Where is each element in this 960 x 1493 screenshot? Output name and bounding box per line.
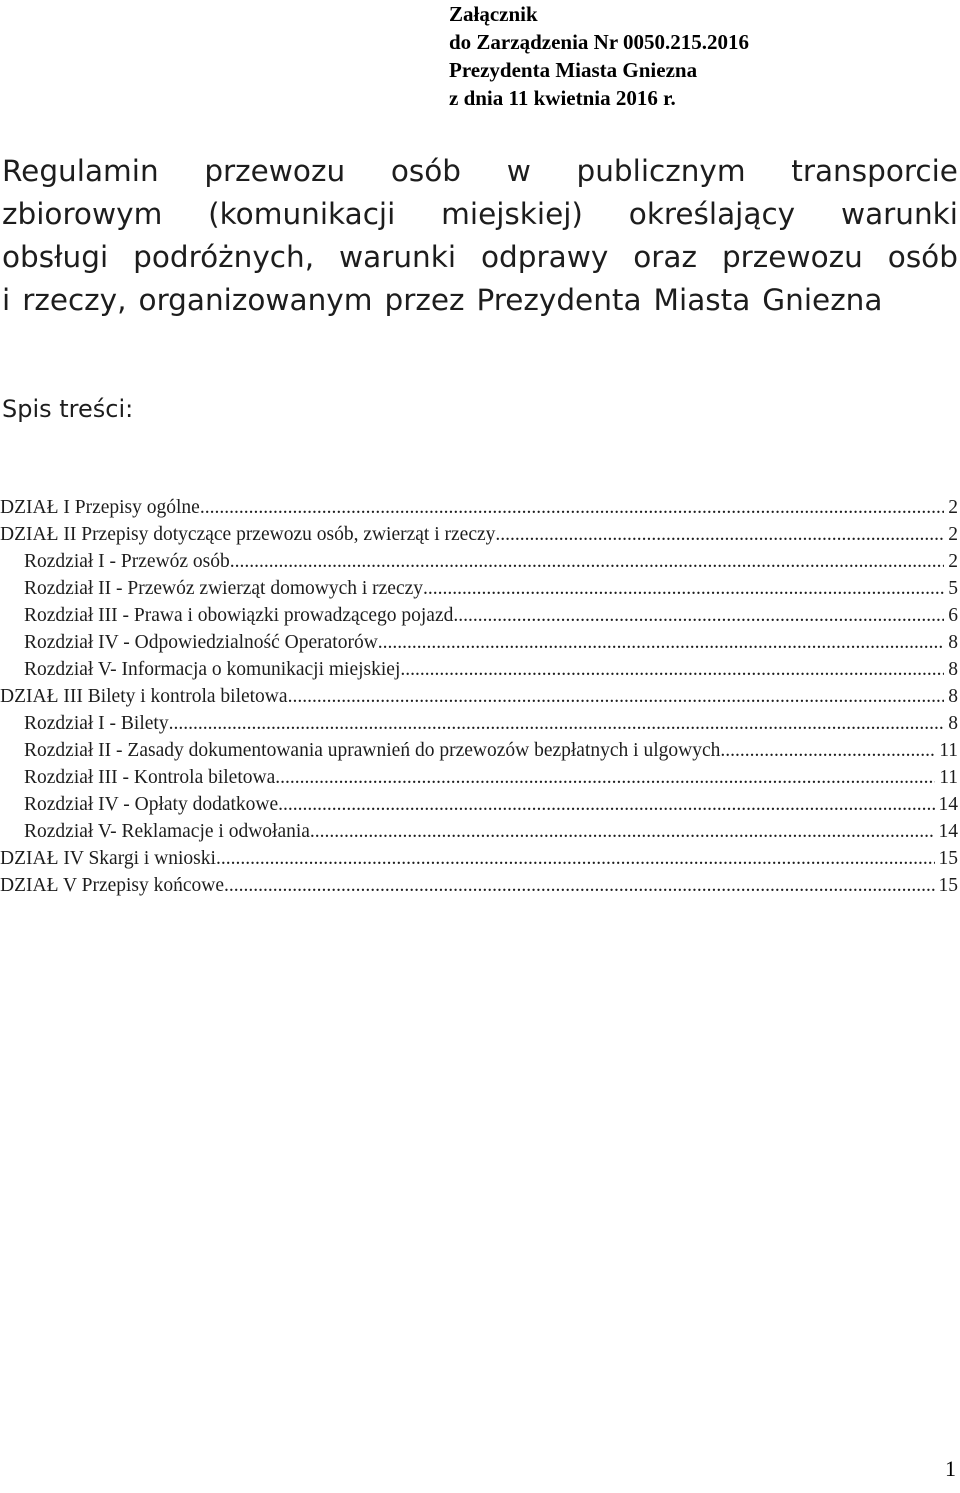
toc-entry[interactable] bbox=[0, 494, 958, 521]
title-word: (komunikacji bbox=[208, 197, 396, 231]
toc-entry-label: Rozdział I - Bilety bbox=[24, 713, 169, 734]
toc-leader bbox=[275, 764, 935, 791]
title-word: przewozu bbox=[204, 154, 346, 188]
title-word: zbiorowym bbox=[2, 197, 163, 231]
toc-entry-label: Rozdział IV - Opłaty dodatkowe bbox=[24, 794, 279, 815]
title-word: określający bbox=[628, 197, 796, 231]
attachment-date: z dnia 11 kwietnia 2016 r. bbox=[449, 86, 676, 110]
toc-leader bbox=[453, 602, 944, 629]
toc-entry-label: Rozdział V- Reklamacje i odwołania bbox=[24, 821, 310, 842]
title-word: publicznym bbox=[576, 154, 746, 188]
toc-entry-label: DZIAŁ II Przepisy dotyczące przewozu osób, zwierząt i rzeczy bbox=[0, 524, 496, 545]
toc-entry-label: Rozdział III - Prawa i obowiązki prowadzącego pojazd bbox=[24, 605, 454, 626]
title-word: Prezydenta bbox=[476, 283, 642, 317]
toc-leader bbox=[378, 629, 944, 656]
toc-entry[interactable] bbox=[0, 791, 958, 818]
toc-entry[interactable] bbox=[0, 710, 958, 737]
toc-entry-page: 11 bbox=[939, 740, 958, 761]
toc-entry-label: DZIAŁ IV Skargi i wnioski bbox=[0, 848, 216, 869]
toc-entry-page: 14 bbox=[938, 794, 958, 815]
toc-leader bbox=[169, 710, 945, 737]
toc-entry[interactable] bbox=[0, 629, 958, 656]
title-word: i bbox=[2, 283, 11, 317]
toc-entry-label: DZIAŁ III Bilety i kontrola biletowa bbox=[0, 686, 288, 707]
toc-leader bbox=[495, 521, 944, 548]
toc-entry-page: 14 bbox=[938, 821, 958, 842]
title-word: transporcie bbox=[791, 154, 958, 188]
title-word: oraz bbox=[633, 240, 697, 274]
title-line-3 bbox=[2, 236, 958, 279]
toc-entry-page: 2 bbox=[948, 524, 958, 545]
title-word: warunki bbox=[339, 240, 457, 274]
toc-entry-page: 2 bbox=[948, 551, 958, 572]
attachment-ordinance: do Zarządzenia Nr 0050.215.2016 bbox=[449, 30, 750, 54]
toc-leader bbox=[278, 791, 934, 818]
title-word: Gniezna bbox=[762, 283, 883, 317]
title-word: osób bbox=[390, 154, 462, 188]
toc-entry[interactable] bbox=[0, 575, 958, 602]
toc-entry[interactable] bbox=[0, 818, 958, 845]
table-of-contents bbox=[0, 494, 958, 899]
toc-leader bbox=[720, 737, 935, 764]
toc-entry-page: 2 bbox=[948, 497, 958, 518]
title-line-2 bbox=[2, 193, 958, 236]
toc-entry-label: Rozdział II - Zasady dokumentowania uprawnień do przewozów bezpłatnych i ulgowych bbox=[24, 740, 721, 761]
toc-entry-label: Rozdział I - Przewóz osób bbox=[24, 551, 230, 572]
toc-entry[interactable] bbox=[0, 548, 958, 575]
toc-entry-page: 15 bbox=[938, 875, 958, 896]
title-word: w bbox=[506, 154, 531, 188]
toc-leader bbox=[423, 575, 944, 602]
toc-leader bbox=[224, 872, 934, 899]
title-word: miejskiej) bbox=[441, 197, 583, 231]
toc-entry-label: Rozdział IV - Odpowiedzialność Operatorów bbox=[24, 632, 378, 653]
toc-entry-label: Rozdział V- Informacja o komunikacji miejskiej bbox=[24, 659, 401, 680]
title-word: osób bbox=[887, 240, 958, 274]
toc-entry[interactable] bbox=[0, 521, 958, 548]
page-number: 1 bbox=[945, 1456, 956, 1481]
title-word: przez bbox=[384, 283, 465, 317]
title-word: rzeczy, bbox=[22, 283, 127, 317]
toc-entry-page: 5 bbox=[948, 578, 958, 599]
toc-entry[interactable] bbox=[0, 656, 958, 683]
toc-entry-page: 8 bbox=[948, 659, 958, 680]
toc-entry[interactable] bbox=[0, 872, 958, 899]
toc-entry-page: 6 bbox=[948, 605, 958, 626]
title-word: przewozu bbox=[721, 240, 863, 274]
title-word: Regulamin bbox=[2, 154, 159, 188]
toc-leader bbox=[200, 494, 944, 521]
title-word: odprawy bbox=[481, 240, 609, 274]
toc-entry-label: Rozdział III - Kontrola biletowa bbox=[24, 767, 276, 788]
attachment-label: Załącznik bbox=[449, 2, 538, 26]
toc-entry-page: 8 bbox=[948, 686, 958, 707]
title-word: organizowanym bbox=[138, 283, 373, 317]
toc-leader bbox=[288, 683, 945, 710]
title-word: podróżnych, bbox=[133, 240, 315, 274]
toc-entry-label: DZIAŁ V Przepisy końcowe bbox=[0, 875, 225, 896]
toc-entry[interactable] bbox=[0, 737, 958, 764]
toc-leader bbox=[310, 818, 935, 845]
toc-entry-label: Rozdział II - Przewóz zwierząt domowych i rzeczy bbox=[24, 578, 424, 599]
title-word: warunki bbox=[840, 197, 958, 231]
title-line-1 bbox=[2, 150, 958, 193]
toc-entry-label: DZIAŁ I Przepisy ogólne bbox=[0, 497, 200, 518]
toc-leader bbox=[216, 845, 935, 872]
toc-entry-page: 11 bbox=[939, 767, 958, 788]
toc-entry[interactable] bbox=[0, 845, 958, 872]
toc-entry-page: 15 bbox=[938, 848, 958, 869]
toc-entry[interactable] bbox=[0, 602, 958, 629]
toc-entry[interactable] bbox=[0, 683, 958, 710]
toc-entry-page: 8 bbox=[948, 632, 958, 653]
toc-heading: Spis treści: bbox=[2, 395, 134, 423]
title-word: obsługi bbox=[2, 240, 109, 274]
title-word: Miasta bbox=[653, 283, 751, 317]
toc-entry[interactable] bbox=[0, 764, 958, 791]
toc-entry-page: 8 bbox=[948, 713, 958, 734]
attachment-header bbox=[449, 0, 749, 112]
document-title bbox=[2, 150, 958, 322]
toc-leader bbox=[230, 548, 944, 575]
toc-leader bbox=[400, 656, 944, 683]
attachment-issuer: Prezydenta Miasta Gniezna bbox=[449, 58, 698, 82]
title-line-4 bbox=[2, 279, 958, 322]
